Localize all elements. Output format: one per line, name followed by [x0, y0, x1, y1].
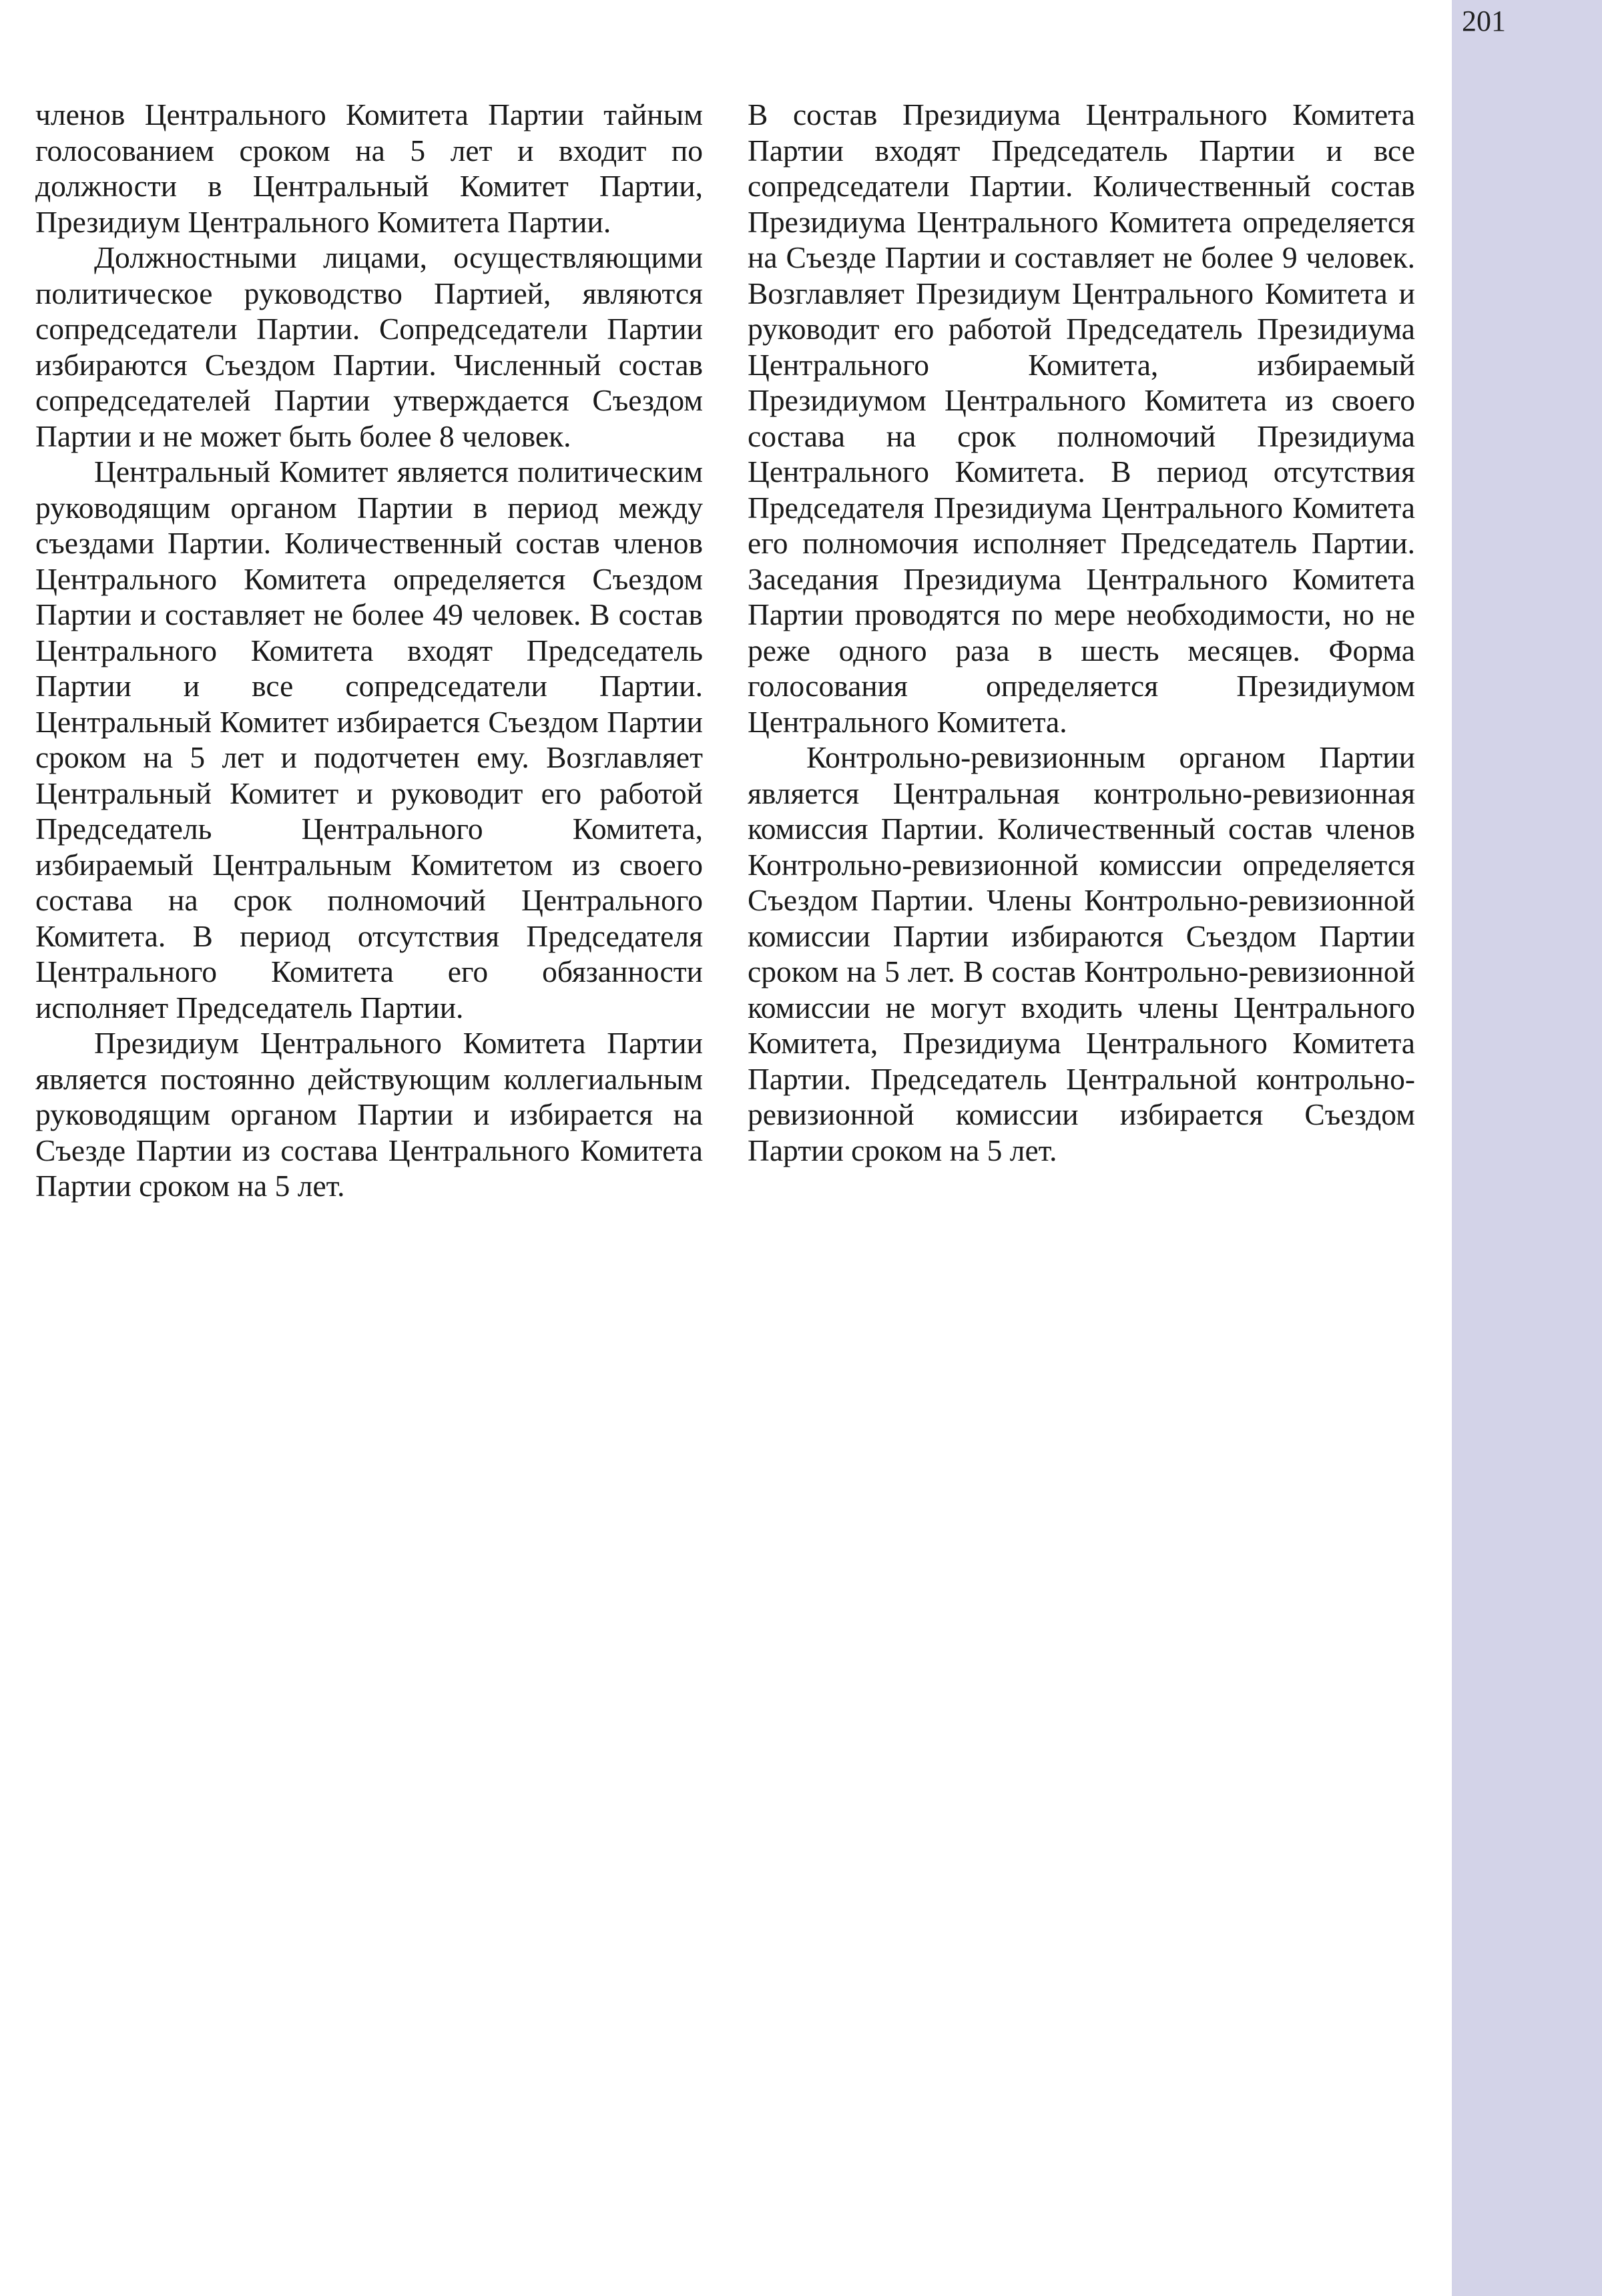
right-text-column	[748, 97, 1415, 1168]
page-edge-band	[1452, 0, 1602, 2296]
paragraph: Должностными лицами, осуществляющими политическое руководство Партией, являются сопредседатели Партии. Сопредседатели Партии избираются Съездом Партии. Численный состав сопредседателей Партии утверждается Съездом Партии и не может быть более 8 человек.	[35, 240, 703, 453]
paragraph: В состав Президиума Центрального Комитета Партии входят Председатель Партии и все сопредседатели Партии. Количественный состав Президиума Центрального Комитета определяется на Съезде Партии и составляет не более 9 человек. Возглавляет Президиум Центрального Комитета и руководит его работой Председатель Президиума Центрального Комитета, избираемый Президиумом Центрального Комитета из своего состава на срок полномочий Президиума Центрального Комитета. В период отсутствия Председателя Президиума Центрального Комитета его полномочия исполняет Председатель Партии. Заседания Президиума Центрального Комитета Партии проводятся по мере необходимости, но не реже одного раза в шесть месяцев. Форма голосования определяется Президиумом Центрального Комитета.	[748, 97, 1415, 739]
paragraph: Контрольно-ревизионным органом Партии является Центральная контрольно-ревизионная комиссия Партии. Количественный состав членов Контрольно-ревизионной комиссии определяется Съездом Партии. Члены Контрольно-ревизионной комиссии Партии избираются Съездом Партии сроком на 5 лет. В состав Контрольно-ревизионной комиссии не могут входить члены Центрального Комитета, Президиума Центрального Комитета Партии. Председатель Центральной контрольно-ревизионной комиссии избирается Съездом Партии сроком на 5 лет.	[748, 740, 1415, 1167]
paragraph: членов Центрального Комитета Партии тайным голосованием сроком на 5 лет и входит по должности в Центральный Комитет Партии, Президиум Центрального Комитета Партии.	[35, 97, 703, 239]
left-text-column	[35, 97, 703, 1204]
page-number: 201	[1462, 5, 1506, 37]
paragraph: Центральный Комитет является политическим руководящим органом Партии в период между съездами Партии. Количественный состав членов Центрального Комитета определяется Съездом Партии и составляет не более 49 человек. В состав Центрального Комитета входят Председатель Партии и все сопредседатели Партии. Центральный Комитет избирается Съездом Партии сроком на 5 лет и подотчетен ему. Возглавляет Центральный Комитет и руководит его работой Председатель Центрального Комитета, избираемый Центральным Комитетом из своего состава на срок полномочий Центрального Комитета. В период отсутствия Председателя Центрального Комитета его обязанности исполняет Председатель Партии.	[35, 455, 703, 1025]
paragraph: Президиум Центрального Комитета Партии является постоянно действующим коллегиальным руководящим органом Партии и избирается на Съезде Партии из состава Центрального Комитета Партии сроком на 5 лет.	[35, 1026, 703, 1203]
